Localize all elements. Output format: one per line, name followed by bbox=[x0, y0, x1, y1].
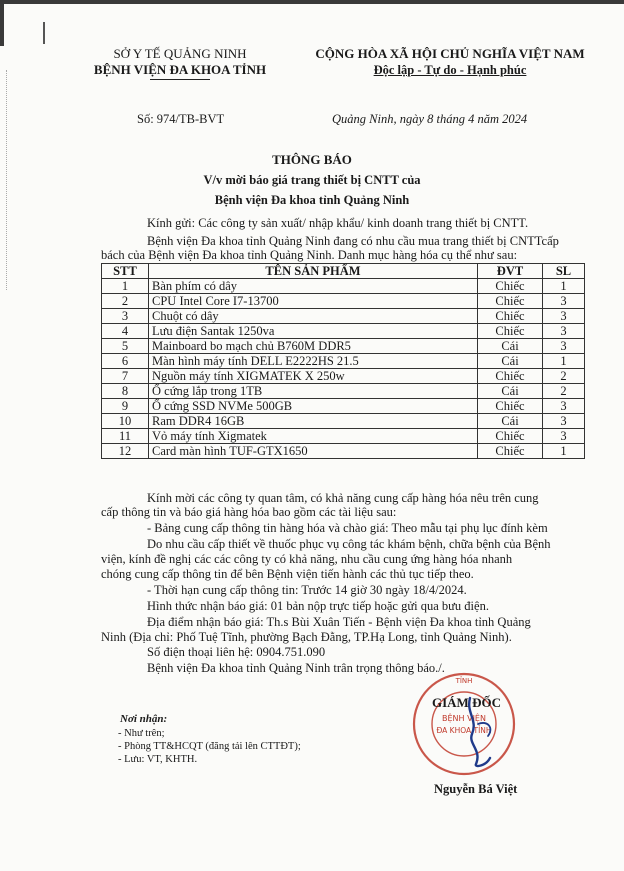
cell-product: Ổ cứng lắp trong 1TB bbox=[149, 384, 478, 399]
cell-unit: Cái bbox=[478, 414, 543, 429]
cell-unit: Chiếc bbox=[478, 444, 543, 459]
cell-stt: 12 bbox=[102, 444, 149, 459]
table-row bbox=[102, 399, 585, 414]
org-line-1: SỞ Y TẾ QUẢNG NINH bbox=[113, 46, 247, 61]
after-p3-line3: chóng cung cấp thông tin để bên Bệnh viện tiến hành các thủ tục tiếp theo. bbox=[101, 567, 474, 581]
stamp-ring-text: TỈNH bbox=[455, 677, 473, 685]
cell-product: Chuột có dây bbox=[149, 309, 478, 324]
table-row bbox=[102, 354, 585, 369]
after-p3-line1: Do nhu cầu cấp thiết về thuốc phục vụ công tác khám bệnh, chữa bệnh của Bệnh bbox=[147, 537, 551, 551]
cell-qty: 1 bbox=[543, 444, 585, 459]
doc-heading: THÔNG BÁO bbox=[272, 152, 352, 167]
after-p8: Bệnh viện Đa khoa tỉnh Quảng Ninh trân trọng thông báo./. bbox=[147, 661, 445, 675]
cell-stt: 8 bbox=[102, 384, 149, 399]
table-row bbox=[102, 429, 585, 444]
table-row bbox=[102, 444, 585, 459]
org-line-2: BỆNH VIỆN ĐA KHOA TỈNH bbox=[93, 62, 267, 77]
after-p7: Số điện thoại liên hệ: 0904.751.090 bbox=[147, 645, 326, 659]
cell-stt: 4 bbox=[102, 324, 149, 339]
cell-product: Lưu điện Santak 1250va bbox=[149, 324, 478, 339]
cell-product: Bàn phím có dây bbox=[149, 279, 478, 294]
nation-line-1: CỘNG HÒA XÃ HỘI CHỦ NGHĨA VIỆT NAM bbox=[315, 46, 585, 61]
cell-unit: Chiếc bbox=[478, 399, 543, 414]
org-header bbox=[82, 46, 278, 80]
cell-stt: 7 bbox=[102, 369, 149, 384]
cell-stt: 5 bbox=[102, 339, 149, 354]
page-edge-left bbox=[0, 0, 4, 46]
kinh-gui: Kính gửi: Các công ty sản xuất/ nhập khẩu/ kinh doanh trang thiết bị CNTT. bbox=[147, 216, 529, 230]
cell-product: CPU Intel Core I7-13700 bbox=[149, 294, 478, 309]
cell-product: Vỏ máy tính Xigmatek bbox=[149, 429, 478, 444]
doc-subject: V/v mời báo giá trang thiết bị CNTT của bbox=[203, 173, 421, 187]
cell-stt: 11 bbox=[102, 429, 149, 444]
cell-product: Ram DDR4 16GB bbox=[149, 414, 478, 429]
recipients-title: Nơi nhận: bbox=[120, 713, 168, 725]
after-p6-line1: Địa điểm nhận báo giá: Th.s Bùi Xuân Tiến - Bệnh viện Đa khoa tỉnh Quảng bbox=[147, 615, 531, 629]
intro-line-1: Bệnh viện Đa khoa tỉnh Quảng Ninh đang có nhu cầu mua trang thiết bị CNTTcấp bbox=[147, 234, 559, 248]
cell-qty: 3 bbox=[543, 414, 585, 429]
col-stt: STT bbox=[102, 264, 149, 279]
table-row bbox=[102, 294, 585, 309]
cell-unit: Cái bbox=[478, 354, 543, 369]
cell-qty: 1 bbox=[543, 354, 585, 369]
after-p6-line2: Ninh (Địa chỉ: Phố Tuệ Tĩnh, phường Bạch Đằng, TP.Hạ Long, tỉnh Quảng Ninh). bbox=[101, 630, 512, 644]
after-p1-line2: cấp thông tin và báo giá hàng hóa bao gồm các tài liệu sau: bbox=[101, 505, 397, 519]
margin-mark bbox=[43, 22, 45, 44]
cell-qty: 3 bbox=[543, 399, 585, 414]
cell-qty: 2 bbox=[543, 384, 585, 399]
signer-name: Nguyễn Bá Việt bbox=[434, 782, 518, 796]
cell-unit: Chiếc bbox=[478, 309, 543, 324]
table-body bbox=[102, 279, 585, 459]
table-row bbox=[102, 339, 585, 354]
cell-stt: 6 bbox=[102, 354, 149, 369]
cell-stt: 2 bbox=[102, 294, 149, 309]
cell-product: Màn hình máy tính DELL E2222HS 21.5 bbox=[149, 354, 478, 369]
after-p1-line1: Kính mời các công ty quan tâm, có khả năng cung cấp hàng hóa nêu trên cung bbox=[147, 491, 539, 505]
intro-line-2: bách của Bệnh viện Đa khoa tỉnh Quảng Ninh. Danh mục hàng hóa cụ thể như sau: bbox=[101, 248, 518, 262]
cell-qty: 3 bbox=[543, 339, 585, 354]
cell-unit: Cái bbox=[478, 384, 543, 399]
nation-line-2: Độc lập - Tự do - Hạnh phúc bbox=[373, 63, 527, 77]
col-product: TÊN SẢN PHẨM bbox=[149, 264, 478, 279]
table-row bbox=[102, 279, 585, 294]
org-underline bbox=[150, 79, 210, 80]
nation-header bbox=[290, 46, 610, 78]
official-stamp bbox=[408, 668, 520, 780]
table-row bbox=[102, 309, 585, 324]
doc-subject-2: Bệnh viện Đa khoa tỉnh Quảng Ninh bbox=[214, 193, 410, 207]
table-row bbox=[102, 414, 585, 429]
cell-qty: 2 bbox=[543, 369, 585, 384]
cell-unit: Chiếc bbox=[478, 429, 543, 444]
after-p4: - Thời hạn cung cấp thông tin: Trước 14 giờ 30 ngày 18/4/2024. bbox=[147, 583, 467, 597]
table-row bbox=[102, 369, 585, 384]
cell-product: Ổ cứng SSD NVMe 500GB bbox=[149, 399, 478, 414]
table-row bbox=[102, 384, 585, 399]
place-date: Quảng Ninh, ngày 8 tháng 4 năm 2024 bbox=[332, 112, 528, 126]
cell-stt: 3 bbox=[102, 309, 149, 324]
page-edge-top bbox=[0, 0, 624, 4]
stamp-text-2: ĐA KHOA TỈNH bbox=[436, 726, 492, 735]
cell-qty: 3 bbox=[543, 309, 585, 324]
cell-unit: Chiếc bbox=[478, 324, 543, 339]
cell-unit: Cái bbox=[478, 339, 543, 354]
cell-qty: 3 bbox=[543, 429, 585, 444]
cell-qty: 3 bbox=[543, 324, 585, 339]
recipient-item: - Như trên; bbox=[118, 728, 165, 739]
cell-product: Card màn hình TUF-GTX1650 bbox=[149, 444, 478, 459]
cell-qty: 1 bbox=[543, 279, 585, 294]
cell-stt: 10 bbox=[102, 414, 149, 429]
table-row bbox=[102, 324, 585, 339]
signer-title: GIÁM ĐỐC bbox=[432, 695, 501, 710]
col-qty: SL bbox=[543, 264, 585, 279]
after-p3-line2: viện, kính đề nghị các các công ty có khả năng, nhu cầu cung ứng hàng hóa nhanh bbox=[101, 552, 513, 566]
col-unit: ĐVT bbox=[478, 264, 543, 279]
recipient-item: - Lưu: VT, KHTH. bbox=[118, 754, 198, 765]
cell-stt: 9 bbox=[102, 399, 149, 414]
cell-unit: Chiếc bbox=[478, 369, 543, 384]
cell-product: Mainboard bo mạch chủ B760M DDR5 bbox=[149, 339, 478, 354]
cell-product: Nguồn máy tính XIGMATEK X 250w bbox=[149, 369, 478, 384]
product-table bbox=[101, 263, 585, 459]
cell-unit: Chiếc bbox=[478, 294, 543, 309]
cell-stt: 1 bbox=[102, 279, 149, 294]
after-p2: - Bảng cung cấp thông tin hàng hóa và chào giá: Theo mẫu tại phụ lục đính kèm bbox=[147, 521, 548, 535]
cell-unit: Chiếc bbox=[478, 279, 543, 294]
cell-qty: 3 bbox=[543, 294, 585, 309]
after-p5: Hình thức nhận báo giá: 01 bản nộp trực tiếp hoặc gửi qua bưu điện. bbox=[147, 599, 489, 613]
table-header-row bbox=[102, 264, 585, 279]
recipient-item: - Phòng TT&HCQT (đăng tải lên CTTĐT); bbox=[118, 741, 301, 752]
stamp-text-1: BỆNH VIỆN bbox=[442, 714, 486, 723]
doc-number: Số: 974/TB-BVT bbox=[137, 112, 225, 126]
stamp-outer-ring bbox=[414, 674, 514, 774]
